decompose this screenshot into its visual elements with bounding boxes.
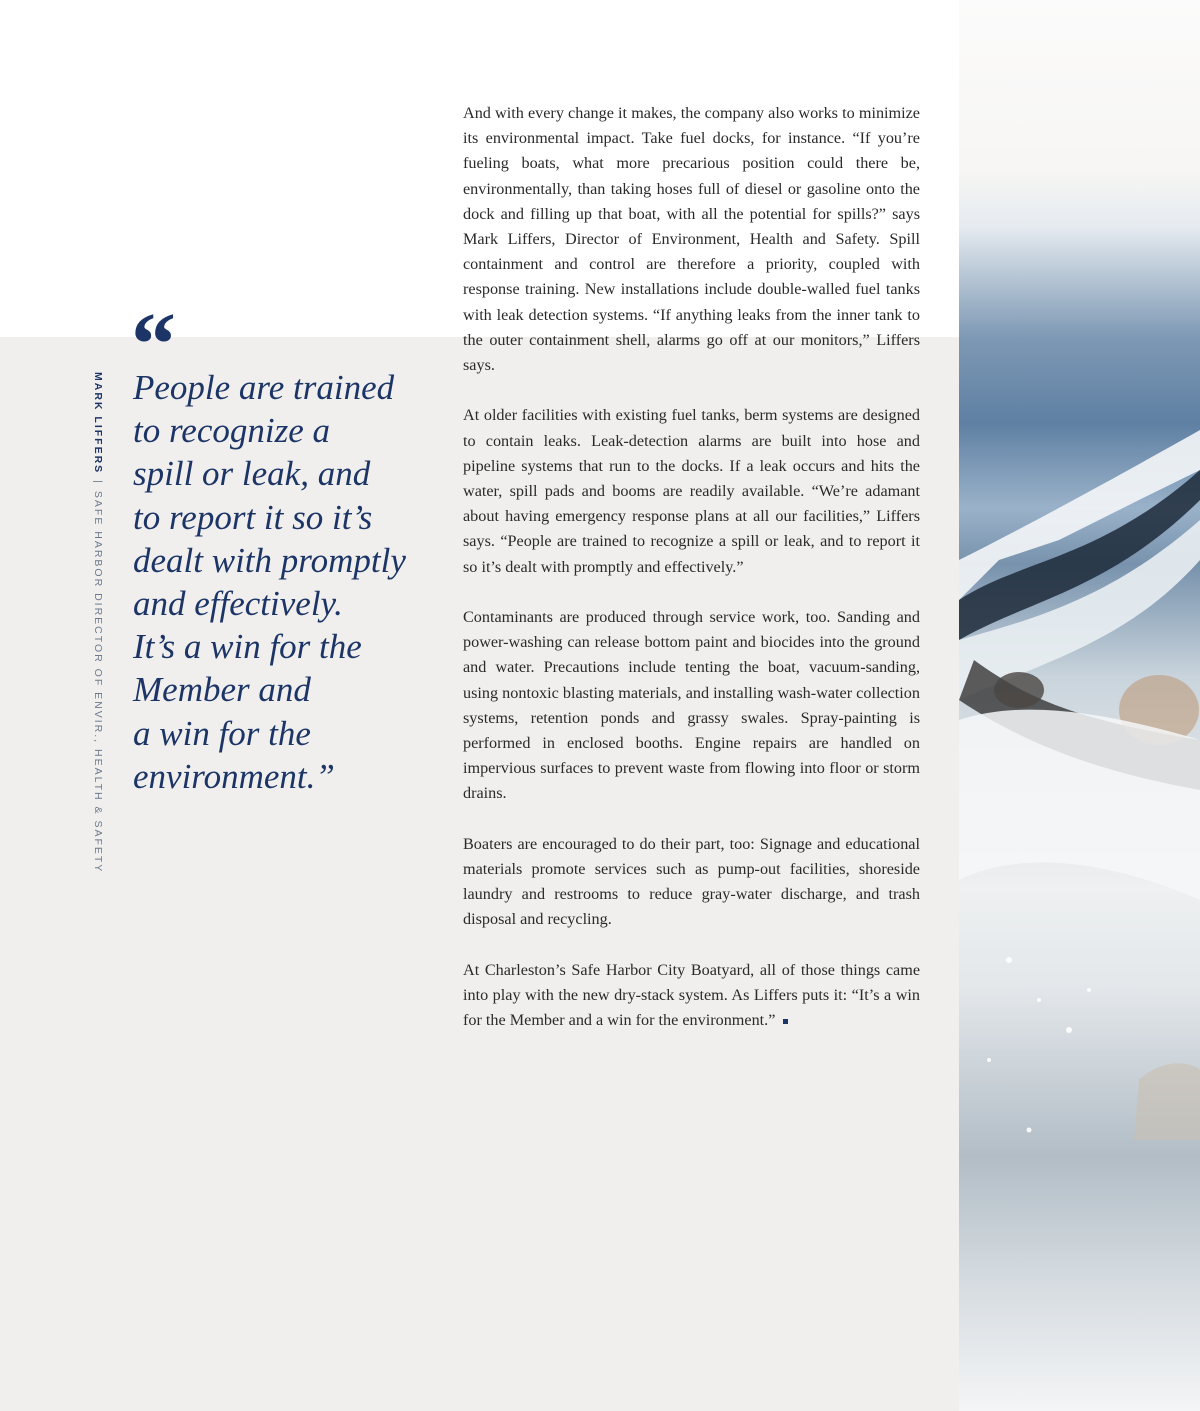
boat-photo [959, 0, 1200, 1411]
pull-quote-line: to report it so it’s [133, 497, 373, 537]
attribution-vertical [92, 372, 104, 873]
pull-quote-line: a win for the [133, 713, 311, 753]
article-paragraph-final-text: At Charleston’s Safe Harbor City Boatyard, all of those things came into play with the new dry-stack system. As Liffers puts it: “It’s a win for the Member and a win for the environment.” [463, 960, 920, 1030]
pull-quote-line: dealt with promptly [133, 540, 406, 580]
pull-quote-line: Member and [133, 670, 311, 710]
pull-quote-line: and effectively. [133, 584, 343, 624]
attribution-separator: | [92, 480, 104, 485]
attribution-title: SAFE HARBOR DIRECTOR OF ENVIR., HEALTH & SAFETY [92, 490, 104, 874]
article-paragraph: Boaters are encouraged to do their part, too: Signage and educational materials promote services such as pump-out facilities, shoreside laundry and restrooms to reduce gray-water discharge, and trash disposal and recycling. [463, 834, 920, 929]
pull-quote-line: People are trained [133, 368, 395, 407]
pull-quote-line: to recognize a [133, 411, 330, 451]
pull-quote-line: It’s a win for the [133, 627, 362, 667]
article-paragraph: Contaminants are produced through service work, too. Sanding and power-washing can release bottom paint and biocides into the ground and water. Precautions include tenting the boat, vacuum-sanding, using nontoxic blasting materials, and installing wash-water collection systems, retention ponds and grassy swales. Spray-painting is performed in enclosed booths. Engine repairs are handled on impervious surfaces to prevent waste from flowing into floor or storm drains. [463, 608, 920, 803]
boat-photo-illustration [959, 0, 1200, 1411]
article-paragraph-final [463, 958, 920, 1034]
article-paragraph: At older facilities with existing fuel tanks, berm systems are designed to contain leaks. Leak-detection alarms are built into hose and pipeline systems that run to the docks. If a leak occurs and hits the water, spill pads and booms are readily available. “We’re adamant about having emergency response plans at all our facilities,” Liffers says. “People are trained to recognize a spill or leak, and to report it so it’s dealt with promptly and effectively.” [463, 406, 920, 576]
pull-quote-line: environment.” [133, 756, 335, 796]
pull-quote [133, 366, 443, 798]
pull-quote-line: spill or leak, and [133, 454, 371, 494]
end-of-article-mark [783, 1019, 788, 1024]
open-quote-mark: “ [131, 295, 176, 394]
article-paragraph: And with every change it makes, the company also works to minimize its environmental impact. Take fuel docks, for instance. “If you’re fueling boats, what more precarious position could there be, environmentally, than taking hoses full of diesel or gasoline onto the dock and filling up that boat, with all the potential for spills?” says Mark Liffers, Director of Environment, Health and Safety. Spill containment and control are therefore a priority, coupled with response training. New installations include double-walled fuel tanks with leak detection systems. “If anything leaks from the inner tank to the outer containment shell, alarms go off at our monitors,” Liffers says. [463, 104, 920, 375]
attribution-name: MARK LIFFERS [92, 372, 104, 475]
article-body [463, 101, 920, 1059]
